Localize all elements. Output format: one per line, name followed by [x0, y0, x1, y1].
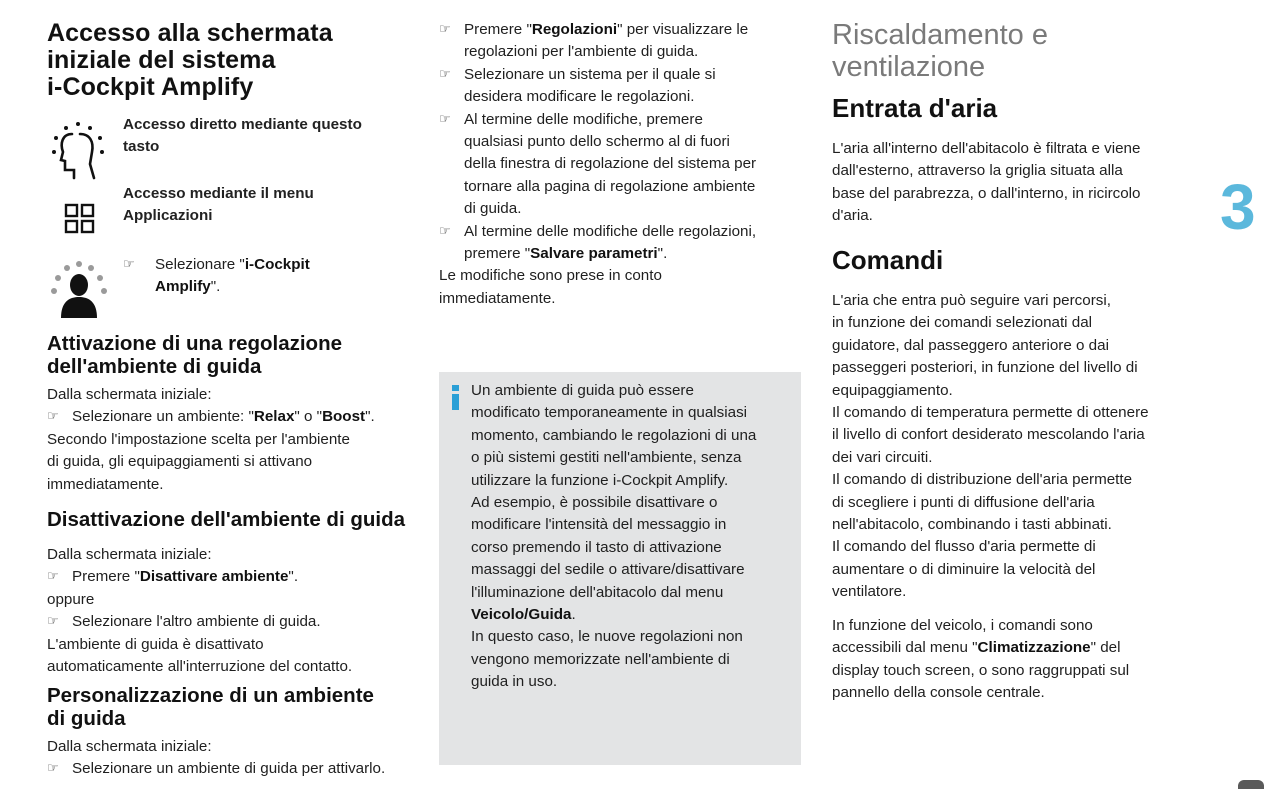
text-line: Un ambiente di guida può essere — [471, 382, 694, 399]
text-line: guidatore, dal passeggero anteriore o dai — [832, 336, 1109, 354]
text-line: immediatamente. — [439, 289, 556, 307]
section-line: Riscaldamento e — [832, 19, 1048, 51]
text-line — [832, 637, 1202, 659]
text-run: " del — [1090, 639, 1121, 657]
bold-text: Disattivare ambiente — [139, 568, 289, 586]
text-run: desidera modificare le regolazioni. — [464, 88, 695, 106]
text-line: Dalla schermata iniziale: — [47, 386, 212, 403]
text-line: l'illuminazione dell'abitacolo dal menu — [471, 583, 724, 601]
head-touch-icon — [50, 120, 106, 180]
text-line: Accesso mediante il menu — [123, 185, 314, 202]
text-line: d'aria. — [832, 207, 873, 225]
text-run: ". — [288, 568, 299, 586]
text-run: Premere " — [72, 568, 140, 586]
text-line: vengono memorizzate nell'ambiente di — [471, 650, 730, 668]
text-line: passeggeri posteriori, in funzione del livello di — [832, 359, 1138, 377]
text-line: automaticamente all'interruzione del contatto. — [47, 658, 353, 676]
activation-heading — [47, 332, 417, 378]
heading-line: dell'ambiente di guida — [47, 355, 262, 378]
text-run: Selezionare " — [155, 256, 245, 273]
settings-steps — [439, 19, 804, 310]
text-run: . — [571, 606, 576, 624]
text-run: premere " — [464, 245, 531, 263]
text-line: pannello della console centrale. — [832, 684, 1045, 702]
text-run: qualsiasi punto dello schermo al di fuori — [464, 133, 730, 151]
text-line: modificare l'intensità del messaggio in — [471, 516, 727, 534]
text-line — [471, 604, 796, 626]
direct-access-text — [123, 114, 413, 158]
text-line: modificato temporaneamente in qualsiasi — [471, 404, 748, 422]
text-line: L'ambiente di guida è disattivato — [47, 635, 264, 653]
text-line: Il comando di temperatura permette di ottenere — [832, 404, 1149, 422]
text-line: o più sistemi gestiti nell'ambiente, senza — [471, 449, 742, 467]
text-line: nell'abitacolo, combinando i tasti abbinati. — [832, 516, 1112, 534]
deactivation-body — [47, 544, 417, 678]
text-line: In funzione del veicolo, i comandi sono — [832, 617, 1093, 634]
activation-body — [47, 384, 417, 496]
bold-text: i-Cockpit — [244, 256, 310, 273]
select-icockpit-bullet — [123, 254, 383, 299]
text-line: L'aria all'interno dell'abitacolo è filtrata e viene — [832, 140, 1141, 157]
text-line: display touch screen, o sono raggruppati sul — [832, 661, 1130, 679]
text-line: base del parabrezza, o dall'interno, in ricircolo — [832, 184, 1141, 202]
text-line: guida in uso. — [471, 673, 558, 691]
text-run: ". — [365, 408, 375, 426]
bullet-item — [439, 221, 804, 266]
heading-line: Personalizzazione di un ambiente — [47, 684, 374, 707]
text-run: Al termine delle modifiche, premere — [464, 110, 703, 128]
text-run: ". — [210, 278, 221, 296]
bold-text: Boost — [322, 408, 366, 426]
text-run: di guida. — [464, 200, 522, 218]
text-line: oppure — [47, 590, 95, 608]
info-box — [439, 372, 801, 765]
text-line: Dalla schermata iniziale: — [47, 546, 212, 563]
text-line: Ad esempio, è possibile disattivare o — [471, 494, 718, 512]
text-run: Premere " — [464, 21, 532, 38]
text-line: il livello di confort desiderato mescolando l'aria — [832, 426, 1145, 444]
text-run: " o " — [294, 408, 323, 426]
text-line: L'aria che entra può seguire vari percorsi, — [832, 292, 1111, 309]
controls-heading: Comandi — [832, 245, 944, 275]
text-run: " per visualizzare le — [617, 21, 749, 38]
heading-line: Attivazione di una regolazione — [47, 332, 343, 355]
bold-text: Climatizzazione — [977, 639, 1091, 657]
text-run: accessibili dal menu " — [832, 639, 978, 657]
text-run: Selezionare un ambiente: " — [72, 408, 254, 426]
text-line: utilizzare la funzione i-Cockpit Amplify. — [471, 471, 729, 489]
bullet-item: ☞ Selezionare un ambiente di guida per attivarlo. — [47, 758, 427, 780]
page-title — [47, 20, 417, 101]
info-text — [471, 380, 796, 694]
air-intake-body — [832, 138, 1202, 228]
title-line: i-Cockpit Amplify — [47, 73, 254, 101]
section-line: ventilazione — [832, 51, 986, 83]
heading-line: di guida — [47, 707, 126, 730]
text-line: Dalla schermata iniziale: — [47, 738, 212, 755]
text-line: aumentare o di diminuire la velocità del — [832, 560, 1096, 578]
text-line: momento, cambiando le regolazioni di una — [471, 426, 757, 444]
title-line: Accesso alla schermata — [47, 19, 333, 47]
text-line: corso premendo il tasto di attivazione — [471, 538, 722, 556]
text-line: In questo caso, le nuove regolazioni non — [471, 628, 743, 646]
text-line: tasto — [123, 138, 160, 155]
text-run: ". — [657, 245, 668, 263]
menu-access-text — [123, 183, 413, 227]
text-line: in funzione dei comandi selezionati dal — [832, 314, 1093, 332]
text-line: Le modifiche sono prese in conto — [439, 267, 662, 285]
text-line: equipaggiamento. — [832, 381, 953, 399]
text-run: Al termine delle modifiche delle regolazioni, — [464, 222, 757, 240]
page-tab-marker — [1238, 780, 1264, 789]
controls-access-body — [832, 615, 1202, 705]
grid-apps-icon — [64, 203, 96, 235]
text-line: Il comando di distribuzione dell'aria permette — [832, 471, 1133, 489]
bullet-item — [439, 19, 804, 64]
text-line: di guida, gli equipaggiamenti si attivano — [47, 453, 313, 471]
bullet-item — [439, 64, 804, 109]
text-line: massaggi del sedile o attivare/disattivare — [471, 561, 745, 579]
bold-text: Salvare parametri — [530, 245, 658, 263]
text-line: di scegliere i punti di diffusione dell'aria — [832, 493, 1095, 511]
bold-text: Amplify — [155, 278, 211, 296]
text-line: Applicazioni — [123, 207, 213, 224]
text-line: dall'esterno, attraverso la griglia situata alla — [832, 162, 1123, 180]
title-line: iniziale del sistema — [47, 46, 276, 74]
deactivation-heading: Disattivazione dell'ambiente di guida — [47, 508, 405, 531]
text-line: ventilatore. — [832, 583, 907, 601]
controls-body — [832, 290, 1202, 604]
text-line: immediatamente. — [47, 475, 164, 493]
driver-ambient-icon — [48, 258, 110, 320]
text-line: Secondo l'impostazione scelta per l'ambiente — [47, 430, 350, 448]
bold-text: Regolazioni — [531, 21, 618, 38]
bold-text: Relax — [253, 408, 295, 426]
text-line: dei vari circuiti. — [832, 448, 933, 466]
text-line: Il comando del flusso d'aria permette di — [832, 538, 1096, 556]
text-run: tornare alla pagina di regolazione ambiente — [464, 177, 756, 195]
text-run: Selezionare un sistema per il quale si — [464, 65, 716, 83]
bold-text: Veicolo/Guida — [471, 606, 572, 624]
info-icon — [449, 382, 462, 410]
personalization-body — [47, 736, 427, 781]
bullet-item — [439, 109, 804, 221]
section-title — [832, 19, 1192, 83]
personalization-heading — [47, 684, 427, 730]
bullet-item — [47, 406, 417, 428]
air-intake-heading: Entrata d'aria — [832, 93, 998, 123]
bullet-item: ☞ Selezionare l'altro ambiente di guida. — [47, 611, 417, 633]
chapter-number: 3 — [1220, 171, 1256, 243]
bullet-item — [47, 566, 417, 588]
text-line: Accesso diretto mediante questo — [123, 116, 362, 133]
text-run: della finestra di regolazione del sistema per — [464, 155, 757, 173]
text-run: regolazioni per l'ambiente di guida. — [464, 43, 699, 61]
